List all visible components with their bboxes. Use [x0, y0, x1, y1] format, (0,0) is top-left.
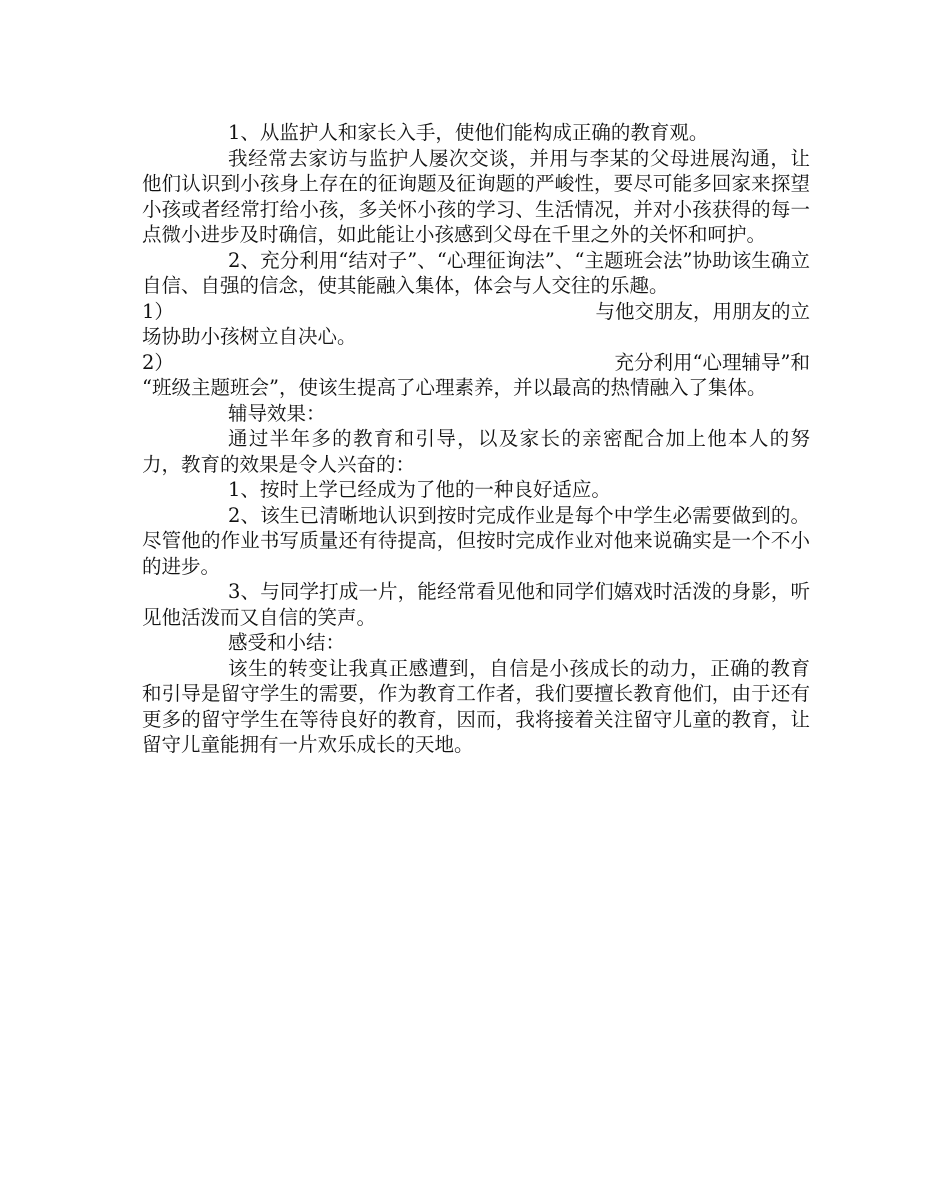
effect-point-3: 3、与同学打成一片，能经常看见他和同学们嬉戏时活泼的身影，听见他活泼而又自信的笑声。 [142, 580, 810, 629]
item-2-line [142, 350, 810, 376]
item-2-number: 2） [142, 350, 174, 374]
item-1-number: 1） [142, 299, 174, 323]
paragraph-home-visit: 我经常去家访与监护人屡次交谈，并用与李某的父母进展沟通，让他们认识到小孩身上存在的征询题及征询题的严峻性，要尽可能多回家来探望小孩或者经常打给小孩，多关怀小孩的学习、生活情况，并对小孩获得的每一点微小进步及时确信，如此能让小孩感到父母在千里之外的关怀和呵护。 [142, 146, 810, 246]
summary-heading: 感受和小结： [228, 631, 346, 654]
effect-heading: 辅导效果： [228, 401, 326, 425]
item-2-text: 充分利用“心理辅导”和 [614, 350, 810, 374]
paragraph-pairing-methods: 2、充分利用“结对子”、“心理征询法”、“主题班会法”协助该生确立自信、自强的信念，使其能融入集体，体会与人交往的乐趣。 [142, 248, 810, 297]
effect-point-1: 1、按时上学已经成为了他的一种良好适应。 [228, 478, 611, 501]
item-1-text: 与他交朋友，用朋友的立 [595, 299, 810, 323]
paragraph-guardian-heading: 1、从监护人和家长入手，使他们能构成正确的教育观。 [228, 121, 709, 144]
item-1-line [142, 299, 810, 325]
effect-point-2: 2、该生已清晰地认识到按时完成作业是每个中学生必需要做到的。尽管他的作业书写质量还有待提高，但按时完成作业对他来说确实是一个不小的进步。 [142, 503, 810, 578]
document-body [142, 120, 810, 758]
item-1-continuation: 场协助小孩树立自决心。 [142, 325, 357, 348]
item-2-continuation: “班级主题班会”，使该生提高了心理素养，并以最高的热情融入了集体。 [142, 376, 767, 399]
summary-body: 该生的转变让我真正感遭到，自信是小孩成长的动力，正确的教育和引导是留守学生的需要，作为教育工作者，我们要擅长教育他们，由于还有更多的留守学生在等待良好的教育，因而，我将接着关注留守儿童的教育，让留守儿童能拥有一片欢乐成长的天地。 [142, 656, 810, 756]
effect-intro: 通过半年多的教育和引导，以及家长的亲密配合加上他本人的努力，教育的效果是令人兴奋的： [142, 427, 810, 476]
